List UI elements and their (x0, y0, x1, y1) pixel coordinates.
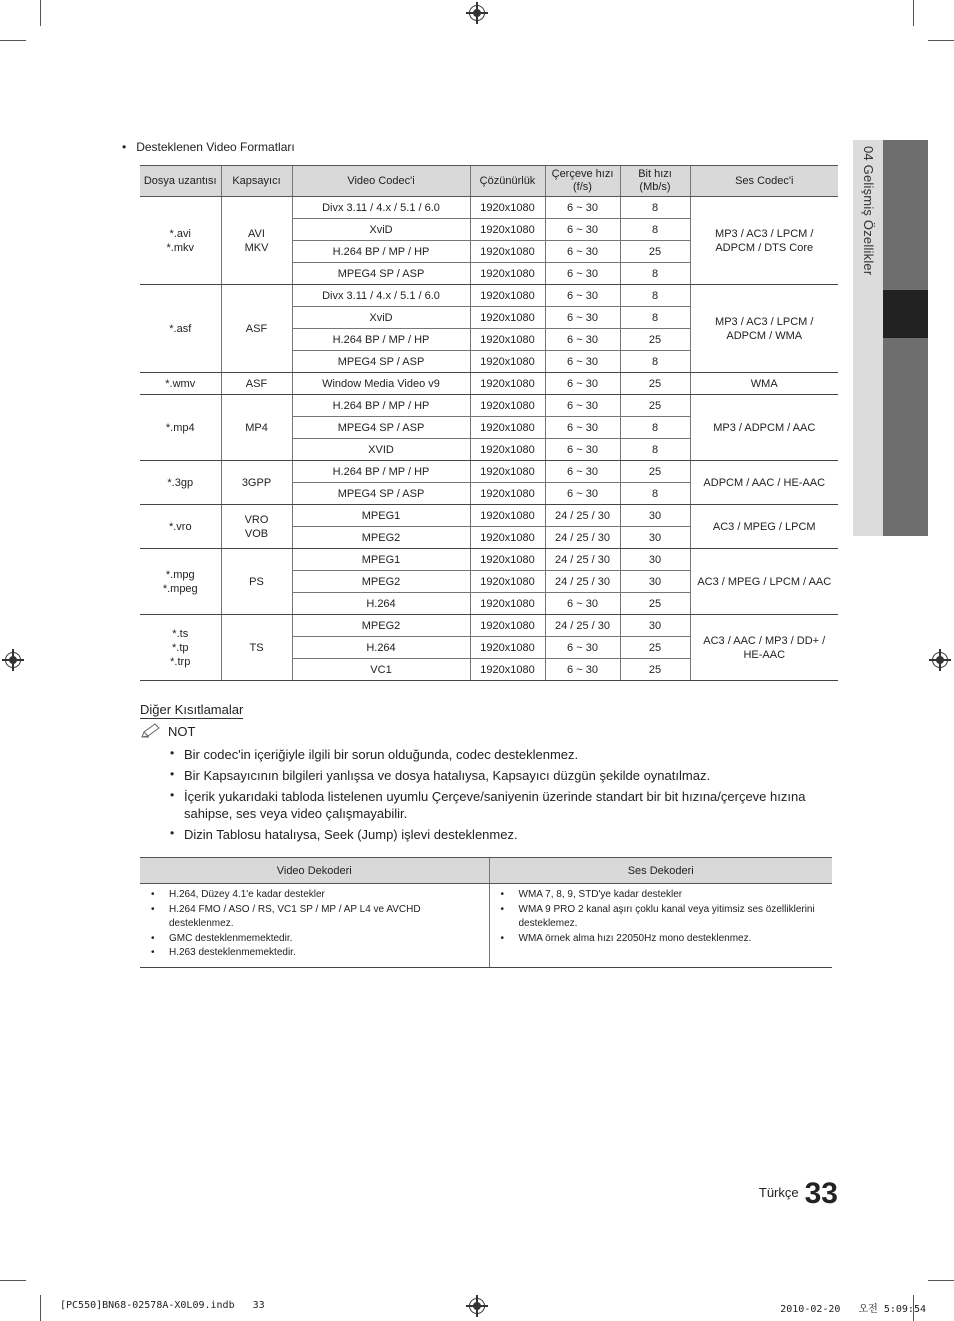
print-file-info: [PC550]BN68-02578A-X0L09.indb 33 (60, 1300, 265, 1311)
bit-rate-cell: 8 (620, 417, 690, 439)
video-codec-cell: MPEG1 (292, 549, 470, 571)
resolution-cell: 1920x1080 (470, 241, 545, 263)
frame-rate-cell: 6 ~ 30 (545, 197, 620, 219)
resolution-cell: 1920x1080 (470, 439, 545, 461)
list-item: • WMA 7, 8, 9, STD'ye kadar destekler (498, 888, 827, 903)
frame-rate-cell: 6 ~ 30 (545, 219, 620, 241)
container-cell: VRO VOB (221, 505, 292, 549)
frame-rate-cell: 6 ~ 30 (545, 263, 620, 285)
resolution-cell: 1920x1080 (470, 263, 545, 285)
bit-rate-cell: 8 (620, 439, 690, 461)
frame-rate-cell: 6 ~ 30 (545, 395, 620, 417)
bit-rate-cell: 25 (620, 637, 690, 659)
table-row (140, 461, 838, 483)
frame-rate-cell: 6 ~ 30 (545, 373, 620, 395)
header-cell: Ses Codec'i (690, 166, 838, 197)
table-row (140, 197, 838, 219)
list-item: • Bir Kapsayıcının bilgileri yanlışsa ve dosya hatalıysa, Kapsayıcı düzgün şekilde oynatılmaz. (170, 767, 850, 784)
file-extension-cell: *.avi *.mkv (140, 197, 221, 285)
file-extension-cell: *.asf (140, 285, 221, 373)
bit-rate-cell: 8 (620, 197, 690, 219)
list-item: • Dizin Tablosu hatalıysa, Seek (Jump) işlevi desteklenmez. (170, 826, 850, 843)
decoder-table (140, 857, 832, 968)
sidebar-dark-band (883, 140, 928, 536)
bit-rate-cell: 8 (620, 307, 690, 329)
video-codec-cell: VC1 (292, 659, 470, 681)
bit-rate-cell: 8 (620, 483, 690, 505)
header-cell: Kapsayıcı (221, 166, 292, 197)
container-cell: 3GPP (221, 461, 292, 505)
header-cell: Bit hızı (Mb/s) (620, 166, 690, 197)
bit-rate-cell: 8 (620, 263, 690, 285)
frame-rate-cell: 6 ~ 30 (545, 593, 620, 615)
video-codec-cell: MPEG1 (292, 505, 470, 527)
frame-rate-cell: 24 / 25 / 30 (545, 505, 620, 527)
audio-codec-cell: AC3 / MPEG / LPCM / AAC (690, 549, 838, 615)
resolution-cell: 1920x1080 (470, 637, 545, 659)
frame-rate-cell: 24 / 25 / 30 (545, 549, 620, 571)
container-cell: ASF (221, 285, 292, 373)
crop-mark (928, 40, 954, 41)
video-codec-cell: MPEG4 SP / ASP (292, 417, 470, 439)
table-row (140, 615, 838, 637)
audio-codec-cell: WMA (690, 373, 838, 395)
bit-rate-cell: 8 (620, 285, 690, 307)
bullet: • (122, 140, 127, 154)
video-codec-cell: MPEG4 SP / ASP (292, 351, 470, 373)
video-codec-cell: XviD (292, 219, 470, 241)
frame-rate-cell: 6 ~ 30 (545, 659, 620, 681)
header-cell: Çerçeve hızı (f/s) (545, 166, 620, 197)
crop-mark (0, 40, 26, 41)
video-codec-cell: H.264 BP / MP / HP (292, 461, 470, 483)
resolution-cell: 1920x1080 (470, 307, 545, 329)
resolution-cell: 1920x1080 (470, 615, 545, 637)
video-codec-cell: H.264 BP / MP / HP (292, 395, 470, 417)
table-row (140, 373, 838, 395)
audio-codec-cell: MP3 / AC3 / LPCM / ADPCM / WMA (690, 285, 838, 373)
chapter-label: 04 Gelişmiş Özellikler (861, 146, 876, 276)
resolution-cell: 1920x1080 (470, 219, 545, 241)
video-codec-cell: MPEG4 SP / ASP (292, 263, 470, 285)
audio-codec-cell: AC3 / AAC / MP3 / DD+ / HE-AAC (690, 615, 838, 681)
bit-rate-cell: 25 (620, 329, 690, 351)
list-item: • H.264 FMO / ASO / RS, VC1 SP / MP / AP L4 ve AVCHD desteklenmez. (148, 903, 483, 932)
chapter-sidebar (853, 140, 928, 536)
video-codec-cell: MPEG2 (292, 571, 470, 593)
header-cell: Video Codec'i (292, 166, 470, 197)
crop-mark (40, 0, 41, 26)
audio-decoder-cell (489, 884, 832, 968)
frame-rate-cell: 6 ~ 30 (545, 329, 620, 351)
header-cell: Çözünürlük (470, 166, 545, 197)
restrictions-title: Diğer Kısıtlamalar (140, 702, 244, 717)
audio-decoder-list (498, 888, 827, 946)
bit-rate-cell: 30 (620, 615, 690, 637)
list-item: • WMA örnek alma hızı 22050Hz mono desteklenmez. (498, 932, 827, 947)
registration-mark-icon (932, 652, 948, 668)
file-extension-cell: *.wmv (140, 373, 221, 395)
file-extension-cell: *.vro (140, 505, 221, 549)
list-item: • İçerik yukarıdaki tabloda listelenen uyumlu Çerçeve/saniyenin üzerinde standart bir bit hızına/çerçeve hızına sahipse, ses veya video çalışmayabilir. (170, 788, 850, 822)
list-item: • Bir codec'in içeriğiyle ilgili bir sorun olduğunda, codec desteklenmez. (170, 746, 850, 763)
frame-rate-cell: 6 ~ 30 (545, 483, 620, 505)
section-heading (122, 140, 295, 154)
bit-rate-cell: 30 (620, 549, 690, 571)
bit-rate-cell: 8 (620, 219, 690, 241)
registration-mark-icon (5, 652, 21, 668)
resolution-cell: 1920x1080 (470, 483, 545, 505)
resolution-cell: 1920x1080 (470, 549, 545, 571)
registration-mark-icon (469, 5, 485, 21)
frame-rate-cell: 6 ~ 30 (545, 307, 620, 329)
frame-rate-cell: 6 ~ 30 (545, 439, 620, 461)
bit-rate-cell: 25 (620, 593, 690, 615)
table-row (140, 549, 838, 571)
resolution-cell: 1920x1080 (470, 593, 545, 615)
audio-codec-cell: MP3 / ADPCM / AAC (690, 395, 838, 461)
list-item: • H.263 desteklenmemektedir. (148, 946, 483, 961)
list-item: • H.264, Düzey 4.1'e kadar destekler (148, 888, 483, 903)
bit-rate-cell: 25 (620, 461, 690, 483)
bit-rate-cell: 25 (620, 241, 690, 263)
video-codec-cell: H.264 BP / MP / HP (292, 241, 470, 263)
container-cell: TS (221, 615, 292, 681)
container-cell: PS (221, 549, 292, 615)
table-header-row (140, 858, 832, 884)
frame-rate-cell: 24 / 25 / 30 (545, 527, 620, 549)
file-extension-cell: *.3gp (140, 461, 221, 505)
restrictions-list (170, 746, 850, 847)
frame-rate-cell: 24 / 25 / 30 (545, 571, 620, 593)
resolution-cell: 1920x1080 (470, 285, 545, 307)
audio-codec-cell: ADPCM / AAC / HE-AAC (690, 461, 838, 505)
print-date-info: 2010-02-20 오전 5:09:54 (780, 1304, 926, 1315)
file-extension-cell: *.ts *.tp *.trp (140, 615, 221, 681)
list-item: • WMA 9 PRO 2 kanal aşırı çoklu kanal veya yitimsiz ses özelliklerini desteklemez. (498, 903, 827, 932)
container-cell: MP4 (221, 395, 292, 461)
page-footer (759, 1177, 838, 1211)
list-item: • GMC desteklenmemektedir. (148, 932, 483, 947)
file-extension-cell: *.mp4 (140, 395, 221, 461)
note-label: NOT (168, 724, 196, 739)
video-codec-cell: XviD (292, 307, 470, 329)
registration-mark-icon (469, 1298, 485, 1314)
resolution-cell: 1920x1080 (470, 329, 545, 351)
page-number: 33 (804, 1177, 838, 1210)
video-codec-cell: MPEG2 (292, 527, 470, 549)
heading-text: Desteklenen Video Formatları (136, 140, 295, 154)
resolution-cell: 1920x1080 (470, 461, 545, 483)
crop-mark (913, 0, 914, 26)
table-row (140, 505, 838, 527)
bit-rate-cell: 30 (620, 571, 690, 593)
frame-rate-cell: 6 ~ 30 (545, 241, 620, 263)
audio-codec-cell: MP3 / AC3 / LPCM / ADPCM / DTS Core (690, 197, 838, 285)
video-codec-cell: Divx 3.11 / 4.x / 5.1 / 6.0 (292, 197, 470, 219)
video-decoder-list (148, 888, 483, 961)
video-codec-cell: H.264 (292, 593, 470, 615)
frame-rate-cell: 6 ~ 30 (545, 637, 620, 659)
frame-rate-cell: 6 ~ 30 (545, 461, 620, 483)
bit-rate-cell: 30 (620, 505, 690, 527)
file-extension-cell: *.mpg *.mpeg (140, 549, 221, 615)
resolution-cell: 1920x1080 (470, 373, 545, 395)
header-cell: Dosya uzantısı (140, 166, 221, 197)
resolution-cell: 1920x1080 (470, 417, 545, 439)
bit-rate-cell: 30 (620, 527, 690, 549)
bit-rate-cell: 8 (620, 351, 690, 373)
sidebar-active-marker (883, 290, 928, 338)
resolution-cell: 1920x1080 (470, 197, 545, 219)
video-codec-cell: MPEG4 SP / ASP (292, 483, 470, 505)
language-label: Türkçe (758, 1185, 799, 1200)
resolution-cell: 1920x1080 (470, 659, 545, 681)
table-row (140, 395, 838, 417)
resolution-cell: 1920x1080 (470, 571, 545, 593)
container-cell: AVI MKV (221, 197, 292, 285)
video-codec-cell: XVID (292, 439, 470, 461)
pencil-icon (140, 723, 162, 739)
note-row (140, 723, 195, 739)
crop-mark (40, 1295, 41, 1321)
table-header-row (140, 166, 838, 197)
video-codec-cell: H.264 (292, 637, 470, 659)
audio-codec-cell: AC3 / MPEG / LPCM (690, 505, 838, 549)
video-decoder-cell (140, 884, 489, 968)
video-codec-cell: H.264 BP / MP / HP (292, 329, 470, 351)
resolution-cell: 1920x1080 (470, 527, 545, 549)
header-cell: Ses Dekoderi (489, 858, 832, 884)
video-format-table (140, 165, 838, 681)
frame-rate-cell: 6 ~ 30 (545, 417, 620, 439)
container-cell: ASF (221, 373, 292, 395)
video-codec-cell: Divx 3.11 / 4.x / 5.1 / 6.0 (292, 285, 470, 307)
crop-mark (0, 1280, 26, 1281)
resolution-cell: 1920x1080 (470, 395, 545, 417)
resolution-cell: 1920x1080 (470, 351, 545, 373)
table-row (140, 285, 838, 307)
frame-rate-cell: 24 / 25 / 30 (545, 615, 620, 637)
bit-rate-cell: 25 (620, 373, 690, 395)
video-codec-cell: MPEG2 (292, 615, 470, 637)
header-cell: Video Dekoderi (140, 858, 489, 884)
frame-rate-cell: 6 ~ 30 (545, 285, 620, 307)
video-codec-cell: Window Media Video v9 (292, 373, 470, 395)
bit-rate-cell: 25 (620, 395, 690, 417)
table-row (140, 884, 832, 968)
crop-mark (928, 1280, 954, 1281)
resolution-cell: 1920x1080 (470, 505, 545, 527)
frame-rate-cell: 6 ~ 30 (545, 351, 620, 373)
bit-rate-cell: 25 (620, 659, 690, 681)
